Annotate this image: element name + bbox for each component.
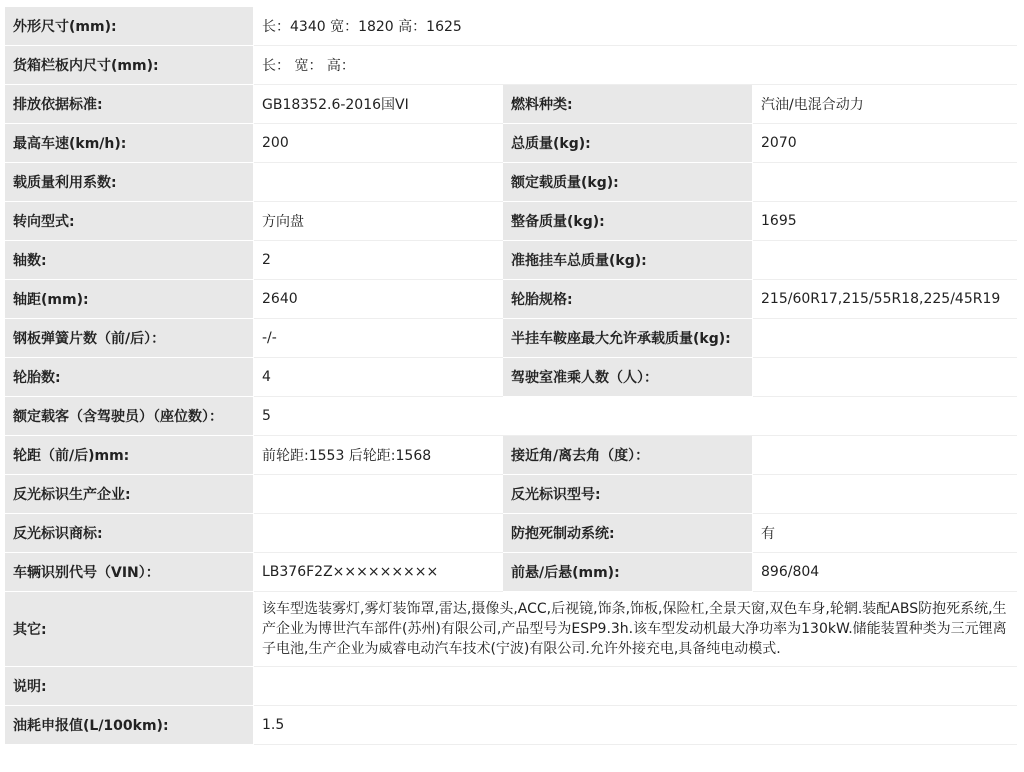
table-row xyxy=(5,514,1017,553)
value-axle-count: 2 xyxy=(254,241,503,280)
value-leaf-springs: -/- xyxy=(254,319,503,358)
table-row xyxy=(5,202,1017,241)
value-rated-load xyxy=(753,163,1017,202)
table-row xyxy=(5,592,1017,667)
label-seat-count: 额定载客（含驾驶员）（座位数）： xyxy=(5,397,254,436)
table-row xyxy=(5,667,1017,706)
value-track-width: 前轮距:1553 后轮距:1568 xyxy=(254,436,503,475)
label-fuel-type: 燃料种类: xyxy=(503,85,753,124)
label-reflector-brand: 反光标识商标: xyxy=(5,514,254,553)
table-row xyxy=(5,358,1017,397)
label-overall-dimensions: 外形尺寸(mm): xyxy=(5,7,254,46)
label-load-utilization: 载质量利用系数: xyxy=(5,163,254,202)
value-max-speed: 200 xyxy=(254,124,503,163)
value-cargo-box-dimensions: 长： 宽： 高： xyxy=(254,46,1017,85)
label-cargo-box-dimensions: 货箱栏板内尺寸(mm): xyxy=(5,46,254,85)
label-rated-load: 额定载质量(kg): xyxy=(503,163,753,202)
value-other: 该车型选装雾灯,雾灯装饰罩,雷达,摄像头,ACC,后视镜,饰条,饰板,保险杠,全景天窗,双色车身,轮辋.装配ABS防抱死系统,生产企业为博世汽车部件(苏州)有限公司,产品型号为ESP9.3h.该车型发动机最大净功率为130kW.储能装置种类为三元锂离子电池,生产企业为威睿电动汽车技术(宁波)有限公司.允许外接充电,具备纯电动模式. xyxy=(254,592,1017,667)
label-reflector-maker: 反光标识生产企业: xyxy=(5,475,254,514)
label-emission-standard: 排放依据标准: xyxy=(5,85,254,124)
value-fuel-type: 汽油/电混合动力 xyxy=(753,85,1017,124)
table-row xyxy=(5,706,1017,745)
value-notes xyxy=(254,667,1017,706)
label-tire-count: 轮胎数: xyxy=(5,358,254,397)
value-reflector-brand xyxy=(254,514,503,553)
value-gross-mass: 2070 xyxy=(753,124,1017,163)
label-gross-mass: 总质量(kg): xyxy=(503,124,753,163)
value-vin: LB376F2Z××××××××× xyxy=(254,553,503,592)
label-tire-spec: 轮胎规格: xyxy=(503,280,753,319)
value-approach-departure-angle xyxy=(753,436,1017,475)
table-row xyxy=(5,397,1017,436)
table-row xyxy=(5,163,1017,202)
value-tire-count: 4 xyxy=(254,358,503,397)
label-notes: 说明: xyxy=(5,667,254,706)
table-row xyxy=(5,475,1017,514)
value-cab-occupants xyxy=(753,358,1017,397)
label-vin: 车辆识别代号（VIN）： xyxy=(5,553,254,592)
value-seat-count: 5 xyxy=(254,397,1017,436)
value-reflector-maker xyxy=(254,475,503,514)
label-max-speed: 最高车速(km/h): xyxy=(5,124,254,163)
label-other: 其它: xyxy=(5,592,254,667)
value-abs-system: 有 xyxy=(753,514,1017,553)
table-row xyxy=(5,280,1017,319)
label-leaf-springs: 钢板弹簧片数（前/后）： xyxy=(5,319,254,358)
label-cab-occupants: 驾驶室准乘人数（人）： xyxy=(503,358,753,397)
label-trailer-mass: 准拖挂车总质量(kg): xyxy=(503,241,753,280)
label-approach-departure-angle: 接近角/离去角（度）： xyxy=(503,436,753,475)
vehicle-spec-table xyxy=(4,6,1017,745)
label-wheelbase: 轴距(mm): xyxy=(5,280,254,319)
value-wheelbase: 2640 xyxy=(254,280,503,319)
table-row xyxy=(5,46,1017,85)
value-emission-standard: GB18352.6-2016国VI xyxy=(254,85,503,124)
value-fuel-consumption: 1.5 xyxy=(254,706,1017,745)
value-tire-spec: 215/60R17,215/55R18,225/45R19 xyxy=(753,280,1017,319)
label-abs-system: 防抱死制动系统: xyxy=(503,514,753,553)
label-steering-type: 转向型式: xyxy=(5,202,254,241)
label-axle-count: 轴数: xyxy=(5,241,254,280)
table-row xyxy=(5,124,1017,163)
value-curb-mass: 1695 xyxy=(753,202,1017,241)
table-row xyxy=(5,7,1017,46)
table-row xyxy=(5,553,1017,592)
table-row xyxy=(5,436,1017,475)
label-curb-mass: 整备质量(kg): xyxy=(503,202,753,241)
value-overall-dimensions: 长：4340 宽：1820 高：1625 xyxy=(254,7,1017,46)
value-reflector-model xyxy=(753,475,1017,514)
value-trailer-mass xyxy=(753,241,1017,280)
value-overhang: 896/804 xyxy=(753,553,1017,592)
value-load-utilization xyxy=(254,163,503,202)
label-fuel-consumption: 油耗申报值(L/100km): xyxy=(5,706,254,745)
label-fifth-wheel-load: 半挂车鞍座最大允许承载质量(kg): xyxy=(503,319,753,358)
value-steering-type: 方向盘 xyxy=(254,202,503,241)
label-reflector-model: 反光标识型号: xyxy=(503,475,753,514)
table-row xyxy=(5,85,1017,124)
label-track-width: 轮距（前/后)mm: xyxy=(5,436,254,475)
label-overhang: 前悬/后悬(mm): xyxy=(503,553,753,592)
value-fifth-wheel-load xyxy=(753,319,1017,358)
table-row xyxy=(5,241,1017,280)
table-row xyxy=(5,319,1017,358)
